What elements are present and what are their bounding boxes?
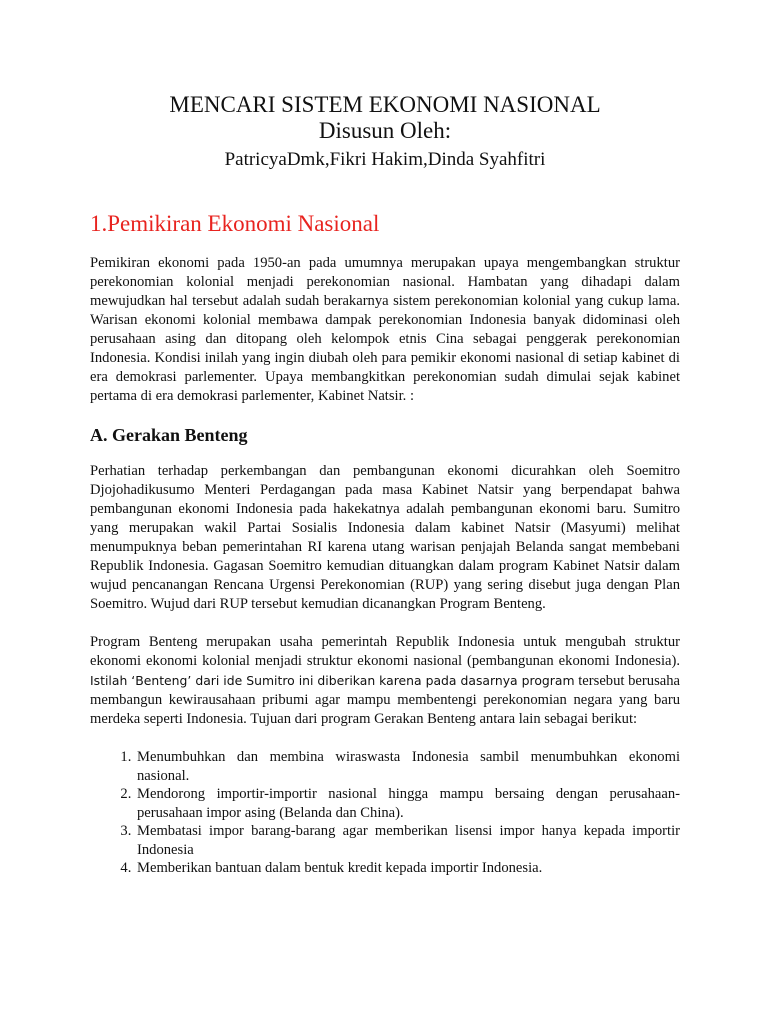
list-item: 4. Memberikan bantuan dalam bentuk kredit kepada importir Indonesia. <box>135 859 680 878</box>
program-goals-list <box>90 748 680 878</box>
paragraph-2-end: tersebut berusaha membangun kewirausahaan pribumi agar mampu membentengi perekonomian negara yang baru merdeka seperti Indonesia. Tujuan dari program Gerakan Benteng antara lain sebagai berikut: <box>90 673 681 727</box>
section-heading-pemikiran-ekonomi: 1.Pemikiran Ekonomi Nasional <box>90 211 380 236</box>
paragraph-2-istilah-benteng: Istilah ‘Benteng’ dari ide Sumitro ini diberikan karena pada dasarnya program <box>90 673 575 688</box>
gerakan-benteng-paragraph-1: Perhatian terhadap perkembangan dan pembangunan ekonomi dicurahkan oleh Soemitro Djojohadikusumo Menteri Perdagangan pada masa Kabinet Natsir yang berpendapat bahwa pembangunan ekonomi Indonesia pada hakekatnya adalah pembangunan ekonomi baru. Sumitro yang merupakan wakil Partai Sosialis Indonesia dalam kabinet Natsir (Masyumi) melihat menumpuknya beban pemerintahan RI karena utang warisan penjajah Belanda sangat membebani Republik Indonesia. Gagasan Soemitro kemudian dituangkan dalam program Kabinet Natsir dalam wujud pencanangan Rencana Urgensi Perekonomian (RUP) yang sering disebut juga dengan Plan Soemitro. Wujud dari RUP tersebut kemudian dicanangkan Program Benteng. <box>90 463 680 612</box>
section1-paragraph: Pemikiran ekonomi pada 1950-an pada umumnya merupakan upaya mengembangkan struktur perekonomian kolonial menjadi perekonomian nasional. Hambatan yang dihadapi dalam mewujudkan hal tersebut adalah sudah berakarnya sistem perekonomian kolonial yang cukup lama. Warisan ekonomi kolonial membawa dampak perekonomian Indonesia banyak didominasi oleh perusahaan asing dan ditopang oleh kelompok etnis Cina sebagai penggerak perekonomian Indonesia. Kondisi inilah yang ingin diubah oleh para pemikir ekonomi nasional di setiap kabinet di era demokrasi parlementer. Upaya membangkitkan perekonomian sudah dimulai sejak kabinet pertama di era demokrasi parlementer, Kabinet Natsir. : <box>90 255 680 404</box>
document-title: MENCARI SISTEM EKONOMI NASIONAL <box>169 92 601 117</box>
document-page <box>90 92 680 878</box>
list-item: 3. Membatasi impor barang-barang agar memberikan lisensi impor hanya kepada importir Indonesia <box>135 822 680 859</box>
document-authors: PatricyaDmk,Fikri Hakim,Dinda Syahfitri <box>224 149 546 170</box>
document-subtitle: Disusun Oleh: <box>318 118 452 143</box>
list-item: 2. Mendorong importir-importir nasional hingga mampu bersaing dengan perusahaan-perusahaan impor asing (Belanda dan China). <box>135 785 680 822</box>
gerakan-benteng-paragraph-2 <box>90 633 680 729</box>
paragraph-2-start: Program Benteng merupakan usaha pemerintah Republik Indonesia untuk mengubah struktur ekonomi ekonomi kolonial menjadi struktur ekonomi nasional (pembangunan ekonomi Indonesia). <box>90 634 680 669</box>
subsection-heading-gerakan-benteng: A. Gerakan Benteng <box>90 425 248 445</box>
list-item: 1. Menumbuhkan dan membina wiraswasta Indonesia sambil menumbuhkan ekonomi nasional. <box>135 748 680 785</box>
